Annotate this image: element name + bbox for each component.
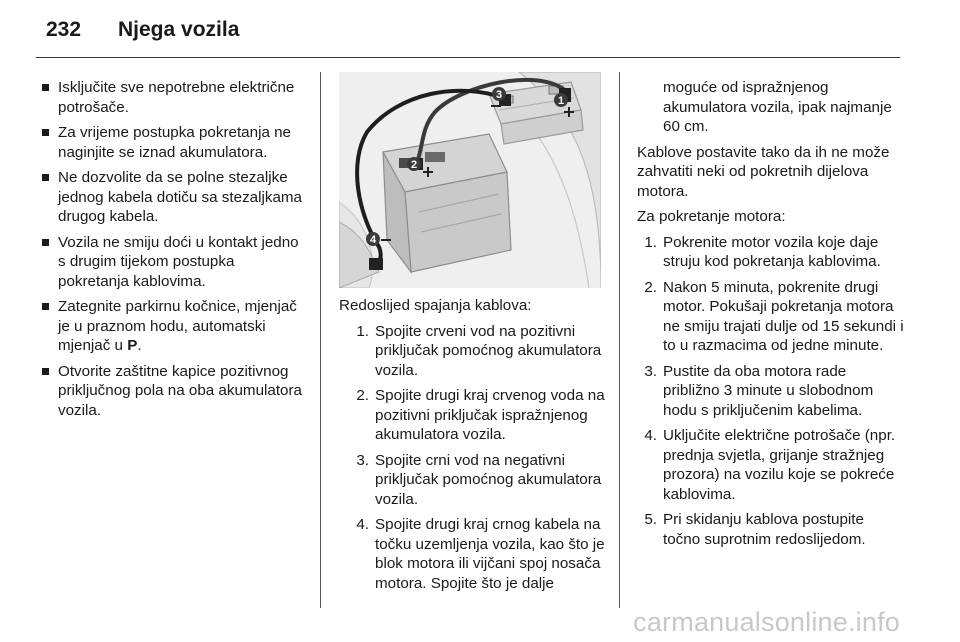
bullet-square-icon: [42, 174, 49, 181]
connection-step: 4. Spojite drugi kraj crnog kabela na točku uzemljenja vozila, kao što je blok motora ili vijčani spoj nosača motora. Spojite što je dalje: [356, 516, 605, 592]
callout-label-2: 2: [410, 159, 418, 171]
engine-start-step: 2. Nakon 5 minuta, pokrenite drugi motor. Pokušaji pokretanja motora ne smiju trajati dulje od 15 sekundi i to u razmacima od jedne minute.: [644, 278, 904, 354]
column-right: [637, 78, 905, 555]
page-number: 232: [46, 18, 82, 41]
jump-start-illustration: [339, 72, 601, 288]
bullet-square-icon: [42, 239, 49, 246]
bullet-square-icon: [42, 368, 49, 375]
connection-step: 1. Spojite crveni vod na pozitivni priključak pomoćnog akumulatora vozila.: [356, 322, 602, 379]
connection-step: 2. Spojite drugi kraj crvenog voda na pozitivni priključak ispražnjenog akumulatora vozila.: [356, 387, 605, 443]
callout-label-4: 4: [369, 234, 377, 246]
engine-start-steps: [637, 233, 905, 550]
header-rule: [36, 57, 900, 58]
column-divider-left: [320, 72, 321, 608]
cable-routing-note: Kablove postavite tako da ih ne može zahvatiti neki od pokretnih dijelova motora.: [637, 143, 890, 200]
connection-step: 3. Spojite crni vod na negativni priključak pomoćnog akumulatora vozila.: [356, 451, 602, 508]
callout-label-1: 1: [557, 95, 565, 107]
battery-cable-diagram: [339, 72, 601, 288]
connection-order-intro: Redoslijed spajanja kablova:: [339, 297, 532, 314]
connection-steps: [339, 322, 607, 594]
column-divider-right: [619, 72, 620, 608]
watermark: carmanualsonline.info: [633, 607, 900, 637]
engine-start-step: 4. Uključite električne potrošače (npr. prednja svjetla, grijanje stražnjeg prozora) na vozilu koje se pokreće kablovima.: [644, 427, 896, 503]
column-middle: [339, 296, 607, 599]
engine-start-step: 3. Pustite da oba motora rade približno 3 minute u slobodnom hodu s priključenim kabelima.: [644, 362, 874, 419]
precaution-item: Otvorite zaštitne kapice pozitivnog priključnog pola na oba akumulatora vozila.: [40, 362, 308, 421]
gear-position-p: P: [127, 337, 138, 354]
precaution-item: Za vrijeme postupka pokretanja ne naginjite se iznad akumulatora.: [40, 123, 308, 162]
discharged-battery: [383, 134, 511, 272]
column-left: [40, 78, 308, 426]
bullet-square-icon: [42, 84, 49, 91]
bullet-square-icon: [42, 303, 49, 310]
precaution-item: Vozila ne smiju doći u kontakt jedno s drugim tijekom postupka pokretanja kablovima.: [40, 233, 308, 292]
bullet-square-icon: [42, 129, 49, 136]
step-continuation: moguće od ispražnjenog akumulatora vozila, ipak najmanje 60 cm.: [663, 79, 892, 135]
precaution-item: Isključite sve nepotrebne električne potrošače.: [40, 78, 308, 117]
callout-label-3: 3: [495, 89, 503, 101]
precaution-item: Ne dozvolite da se polne stezaljke jednog kabela dotiču sa stezaljkama drugog kabela.: [40, 168, 308, 227]
precaution-list: [40, 78, 308, 420]
precaution-item: Zategnite parkirnu kočnice, mjenjač je u praznom hodu, automatski mjenjač u P.: [40, 297, 308, 356]
engine-start-step: 1. Pokrenite motor vozila koje daje struju kod pokretanja kablovima.: [644, 233, 881, 270]
engine-start-intro: Za pokretanje motora:: [637, 208, 786, 225]
engine-start-step: 5. Pri skidanju kablova postupite točno suprotnim redoslijedom.: [644, 511, 866, 548]
page-title: Njega vozila: [118, 18, 240, 41]
